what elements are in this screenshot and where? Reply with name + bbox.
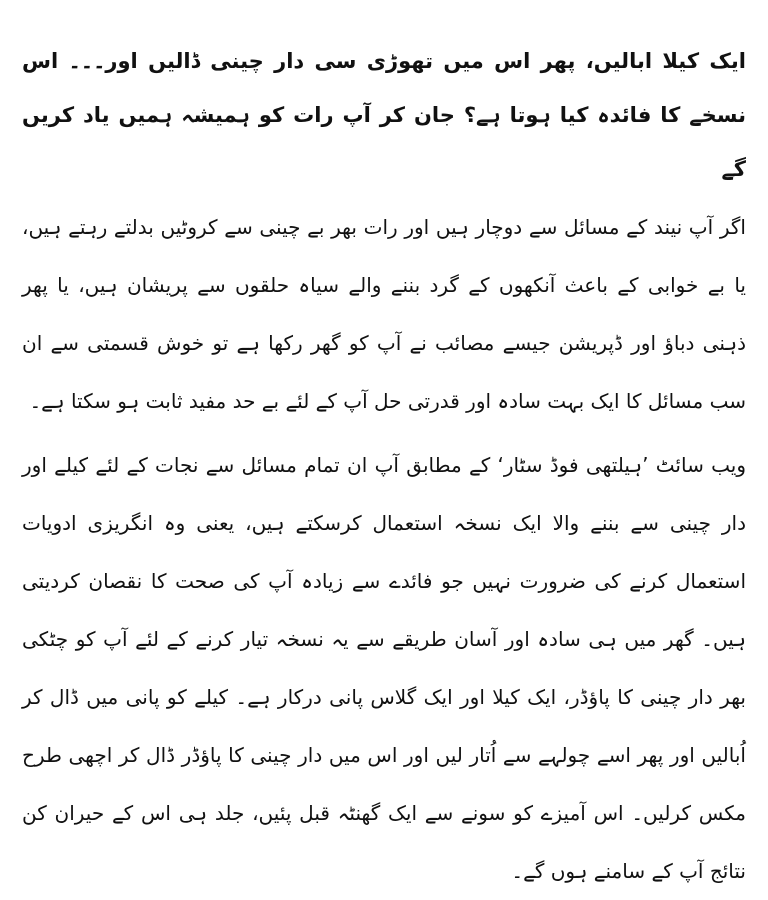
article-paragraph-1: اگر آپ نیند کے مسائل سے دوچار ہیں اور رات بھر بے چینی سے کروٹیں بدلتے رہتے ہیں، یا بے خوابی کے باعث آنکھوں کے گرد بننے والے سیاہ حلقوں سے پریشان ہیں، یا پھر ذہنی دباؤ اور ڈپریشن جیسے مصائب نے آپ کو گھر رکھا ہے تو خوش قسمتی سے ان سب مسائل کا ایک بہت سادہ اور قدرتی حل آپ کے لئے بے حد مفید ثابت ہو سکتا ہے۔	[22, 215, 746, 413]
article-paragraph-2: ویب سائٹ ’ہیلتھی فوڈ سٹار‘ کے مطابق آپ ان تمام مسائل سے نجات کے لئے کیلے اور دار چینی سے بننے والا ایک نسخہ استعمال کرسکتے ہیں، یعنی وہ انگریزی ادویات استعمال کرنے کی ضرورت نہیں جو فائدے سے زیادہ آپ کی صحت کا نقصان کردیتی ہیں۔ گھر میں ہی سادہ اور آسان طریقے سے یہ نسخہ تیار کرنے کے لئے آپ کو چٹکی بھر دار چینی کا پاؤڈر، ایک کیلا اور ایک گلاس پانی درکار ہے۔ کیلے کو پانی میں ڈال کر اُبالیں اور پھر اسے چولہے سے اُتار لیں اور اس میں دار چینی کا پاؤڈر ڈال کر اچھی طرح مکس کرلیں۔ اس آمیزے کو سونے سے ایک گھنٹہ قبل پئیں، جلد ہی اس کے حیران کن نتائج آپ کے سامنے ہوں گے۔	[22, 453, 746, 883]
article-headline: ایک کیلا ابالیں، پھر اس میں تھوڑی سی دار چینی ڈالیں اور۔۔۔ اس نسخے کا فائدہ کیا ہوتا ہے؟ جان کر آپ رات کو ہمیشہ ہمیں یاد کریں گے	[22, 49, 746, 181]
